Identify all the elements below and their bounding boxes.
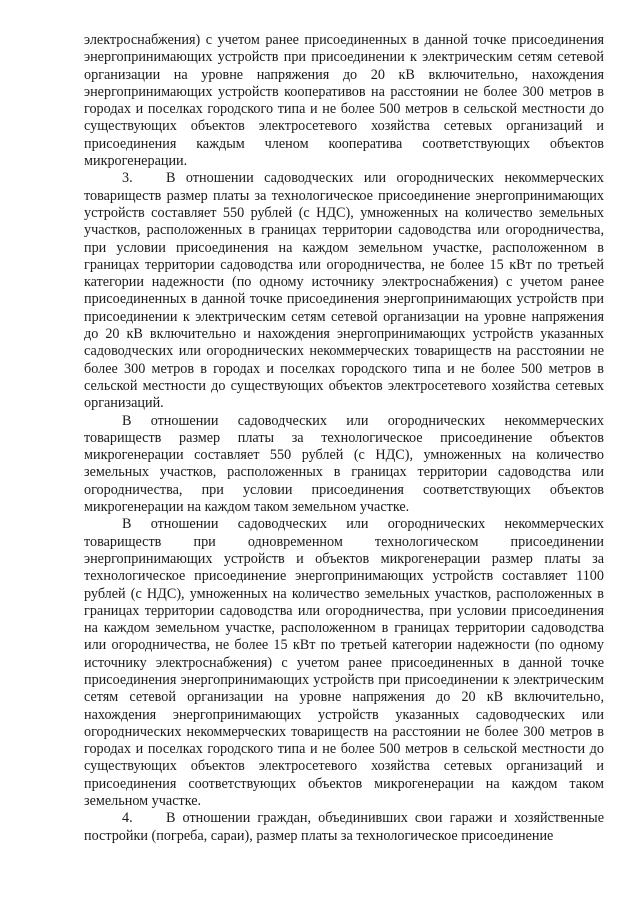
paragraph-text: В отношении граждан, объединивших свои гаражи и хозяйственные постройки (погреба, сараи), размер платы за технологическое присоединение — [84, 810, 604, 844]
paragraph-4 — [84, 810, 604, 845]
paragraph-number: 4. — [122, 810, 133, 827]
paragraph-text: В отношении садоводческих или огороднических некоммерческих товариществ при одновременном технологическом присоединении энергопринимающих устройств и объектов микрогенерации размер платы за технологическое присоединение энергопринимающих устройств составляет 1100 рублей (с НДС), умноженных на количество земельных участков, расположенных в границах территории садоводства или огородничества, при условии присоединения на каждом земельном участке, расположенном в границах территории садоводства или огородничества, не более 15 кВт по третьей категории надежности (по одному источнику электроснабжения) с учетом ранее присоединенных в данной точке присоединения энергопринимающих устройств при присоединении к электрическим сетям сетевой организации на уровне напряжения до 20 кВ включительно, нахождения энергопринимающих устройств указанных садоводческих или огороднических некоммерческих товариществ на расстоянии не более 300 метров в городах и поселках городского типа и не более 500 метров в сельской местности до существующих объектов электросетевого хозяйства сетевых организаций и присоединения соответствующих объектов микрогенерации на каждом таком земельном участке. — [84, 516, 604, 810]
paragraph-continuation — [84, 32, 604, 170]
paragraph-number: 3. — [122, 170, 133, 187]
paragraph-3 — [84, 170, 604, 412]
paragraph-text: электроснабжения) с учетом ранее присоединенных в данной точке присоединения энергопринимающих устройств при присоединении к электрическим сетям сетевой организации на уровне напряжения до 20 кВ включительно, нахождения энергопринимающих устройств кооперативов на расстоянии не более 300 метров в городах и поселках городского типа и не более 500 метров в сельской местности до существующих объектов электросетевого хозяйства сетевых организаций и присоединения каждым членом кооператива соответствующих объектов микрогенерации. — [84, 32, 604, 170]
paragraph-microgeneration — [84, 413, 604, 517]
paragraph-simultaneous-connection — [84, 516, 604, 810]
paragraph-text: В отношении садоводческих или огороднических некоммерческих товариществ размер платы за технологическое присоединение энергопринимающих устройств составляет 550 рублей (с НДС), умноженных на количество земельных участков, расположенных в границах территории садоводства или огородничества, при условии присоединения на каждом земельном участке, расположенном в границах территории садоводства или огородничества, не более 15 кВт по третьей категории надежности (по одному источнику электроснабжения) с учетом ранее присоединенных в данной точке присоединения энергопринимающих устройств при присоединении к электрическим сетям сетевой организации на уровне напряжения до 20 кВ включительно и нахождения энергопринимающих устройств указанных садоводческих или огороднических некоммерческих товариществ на расстоянии не более 300 метров в городах и поселках городского типа и не более 500 метров в сельской местности до существующих объектов электросетевого хозяйства сетевых организаций. — [84, 170, 604, 412]
paragraph-text: В отношении садоводческих или огороднических некоммерческих товариществ размер платы за технологическое присоединение объектов микрогенерации составляет 550 рублей (с НДС), умноженных на количество земельных участков, расположенных в границах территории садоводства или огородничества, при условии присоединения соответствующих объектов микрогенерации на каждом таком земельном участке. — [84, 412, 604, 516]
document-page — [84, 0, 604, 845]
